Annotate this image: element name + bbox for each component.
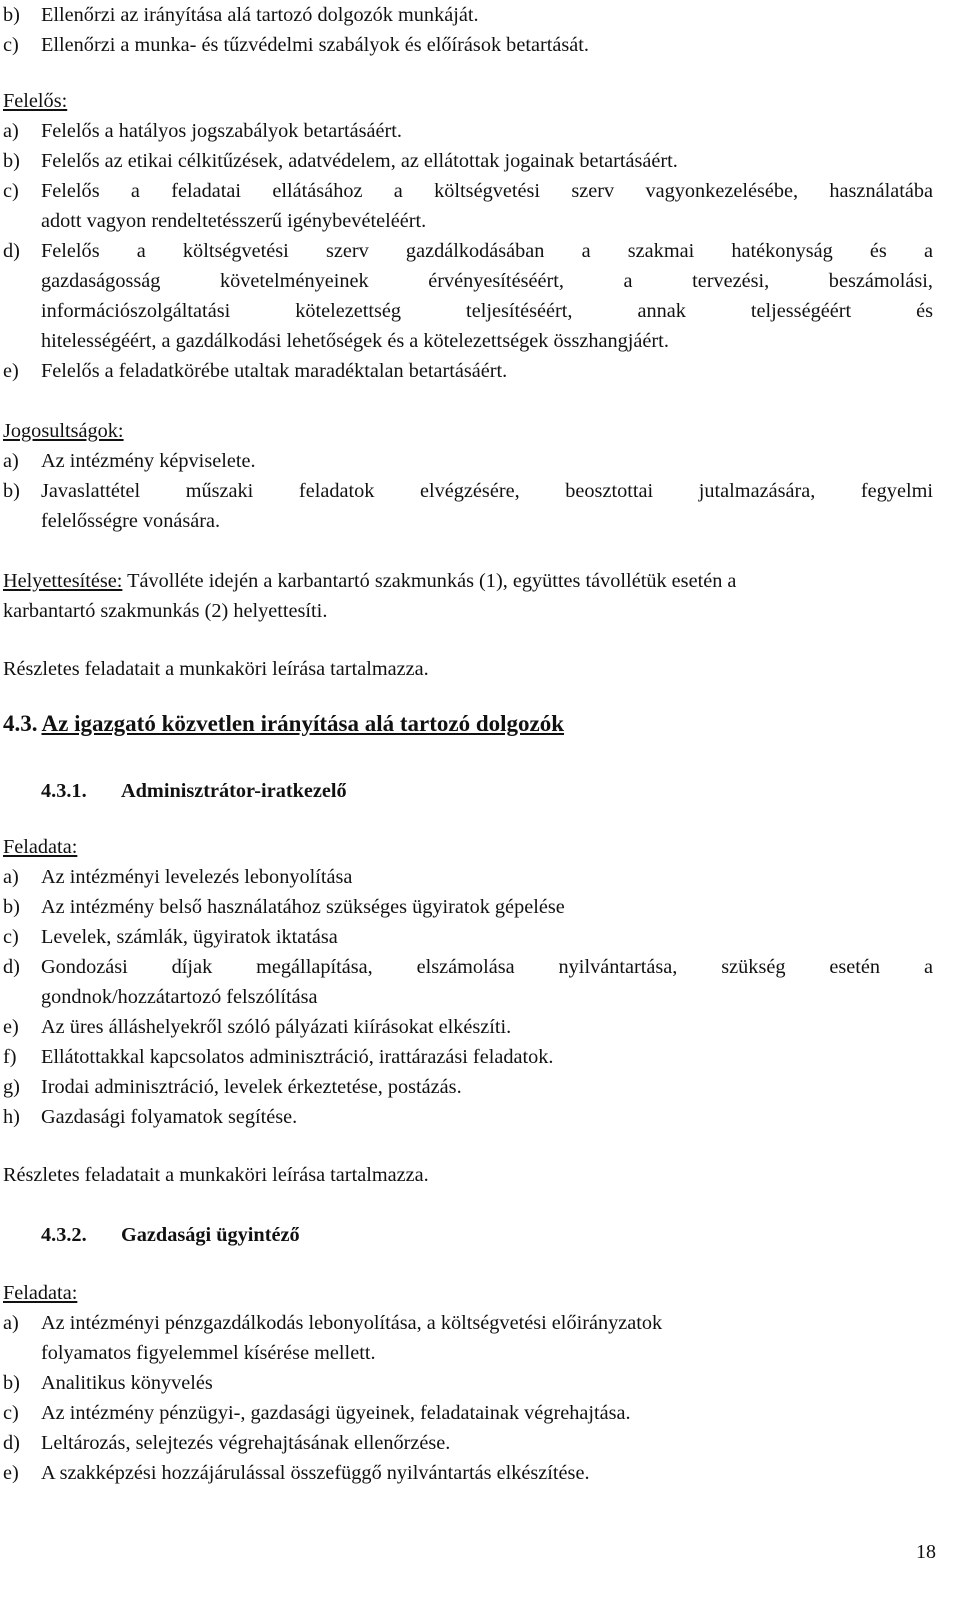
list-item-label: h) [3,1106,20,1128]
helyettesitese-heading: Helyettesítése: [3,570,123,592]
list-item [3,1458,933,1488]
feladata-heading-1: Feladata: [3,836,78,858]
list-item-text: Felelős az etikai célkitűzések, adatvédelem, az ellátottak jogainak betartásáért. [41,150,678,172]
spacer [3,60,933,86]
list-item-text: Az intézményi pénzgazdálkodás lebonyolítása, a költségvetési előirányzatok [41,1312,663,1334]
list-item-text: Ellátottakkal kapcsolatos adminisztráció, irattárazási feladatok. [41,1046,554,1068]
spacer [3,1132,933,1160]
list-item [3,116,933,146]
list-item-text: Az intézmény pénzügyi-, gazdasági ügyeinek, feladatainak végrehajtása. [41,1402,631,1424]
list-item-label: e) [3,360,19,382]
list-item-label: a) [3,450,19,472]
jogosultsagok-list [3,446,933,536]
list-item-text: Felelős a hatályos jogszabályok betartásáért. [41,120,402,142]
list-item-text: Leltározás, selejtezés végrehajtásának ellenőrzése. [41,1432,451,1454]
list-item-text: Levelek, számlák, ügyiratok iktatása [41,926,338,948]
list-item-text: Ellenőrzi a munka- és tűzvédelmi szabályok és előírások betartását. [41,34,589,56]
section-heading-4-3: 4.3. Az igazgató közvetlen irányítása alá tartozó dolgozók [3,711,565,736]
list-item-label: c) [3,180,19,202]
list-item-text: A szakképzési hozzájárulással összefüggő nyilvántartás elkészítése. [41,1462,590,1484]
list-item [3,1308,933,1368]
list-item-text: Ellenőrzi az irányítása alá tartozó dolgozók munkáját. [41,4,479,26]
list-item [3,30,933,60]
list-item-label: e) [3,1016,19,1038]
list-item [3,0,933,30]
list-item-text: Gondozási díjak megállapítása, elszámolása nyilvántartása, szükség esetén a [41,956,933,978]
list-item-text: információszolgáltatási kötelezettség teljesítéséért, annak teljességéért és [41,300,933,322]
spacer [3,536,933,566]
list-item [3,446,933,476]
list-item-label: a) [3,120,19,142]
helyettesitese-line-2: karbantartó szakmunkás (2) helyettesíti. [3,600,328,622]
list-item [3,236,933,356]
list-item-label: b) [3,896,20,918]
spacer [3,386,933,416]
list-item [3,862,933,892]
spacer [3,684,933,702]
document-page [3,0,933,1488]
list-item-label: g) [3,1076,20,1098]
list-item [3,146,933,176]
list-item [3,1102,933,1132]
reszletes-note-1: Részletes feladatait a munkaköri leírása tartalmazza. [3,658,429,680]
list-item-text: hitelességéért, a gazdálkodási lehetőségek és a kötelezettségek összhangjáért. [41,330,669,352]
page-number: 18 [916,1541,936,1563]
list-item [3,356,933,386]
spacer [3,1190,933,1220]
list-item-text: folyamatos figyelemmel kísérése mellett. [41,1342,376,1364]
list-item-label: a) [3,1312,19,1334]
list-item [3,952,933,1012]
list-item [3,476,933,536]
list-item-text: Felelős a költségvetési szerv gazdálkodásában a szakmai hatékonyság és a [41,240,933,262]
jogosultsagok-heading: Jogosultságok: [3,420,124,442]
spacer [3,626,933,654]
list-item [3,1042,933,1072]
list-item-label: c) [3,1402,19,1424]
subsection-heading-4-3-1: 4.3.1. Adminisztrátor-iratkezelő [41,780,347,802]
list-item-text: adott vagyon rendeltetésszerű igénybevételéért. [41,210,427,232]
spacer [3,1250,933,1278]
list-item [3,1012,933,1042]
helyettesitese-paragraph: Helyettesítése: Távolléte idején a karbantartó szakmunkás (1), együttes távollétük esetén a [3,570,737,592]
list-item-text: Javaslattétel műszaki feladatok elvégzésére, beosztottai jutalmazására, fegyelmi [41,480,933,502]
list-item-text: gazdaságosság követelményeinek érvényesítéséért, a tervezési, beszámolási, [41,270,933,292]
felelos-list [3,116,933,386]
list-item [3,176,933,236]
feladata-list-2 [3,1308,933,1488]
list-item [3,892,933,922]
list-item-text: Az üres álláshelyekről szóló pályázati kiírásokat elkészíti. [41,1016,512,1038]
list-item-label: b) [3,150,20,172]
feladata-heading-2: Feladata: [3,1282,78,1304]
intro-list [3,0,933,60]
spacer [3,806,933,832]
list-item [3,1428,933,1458]
list-item-label: f) [3,1046,17,1068]
list-item [3,1072,933,1102]
list-item [3,922,933,952]
felelos-heading: Felelős: [3,90,68,112]
list-item-text: Felelős a feladatkörébe utaltak maradéktalan betartásáért. [41,360,508,382]
list-item-text: Analitikus könyvelés [41,1372,213,1394]
list-item-label: a) [3,866,19,888]
list-item [3,1368,933,1398]
list-item-label: b) [3,1372,20,1394]
list-item-label: c) [3,926,19,948]
feladata-list-1 [3,862,933,1132]
list-item [3,1398,933,1428]
list-item-text: Felelős a feladatai ellátásához a költségvetési szerv vagyonkezelésébe, használatába [41,180,933,202]
list-item-label: d) [3,956,20,978]
list-item-text: Az intézmény képviselete. [41,450,256,472]
list-item-label: b) [3,4,20,26]
subsection-heading-4-3-2: 4.3.2. Gazdasági ügyintéző [41,1224,300,1246]
reszletes-note-2: Részletes feladatait a munkaköri leírása tartalmazza. [3,1164,429,1186]
list-item-label: d) [3,1432,20,1454]
list-item-text: felelősségre vonására. [41,510,221,532]
spacer [3,746,933,776]
list-item-label: d) [3,240,20,262]
list-item-text: gondnok/hozzátartozó felszólítása [41,986,318,1008]
list-item-text: Irodai adminisztráció, levelek érkeztetése, postázás. [41,1076,462,1098]
list-item-text: Az intézmény belső használatához szükséges ügyiratok gépelése [41,896,565,918]
list-item-label: b) [3,480,20,502]
list-item-label: c) [3,34,19,56]
list-item-text: Az intézményi levelezés lebonyolítása [41,866,353,888]
list-item-text: Gazdasági folyamatok segítése. [41,1106,298,1128]
list-item-label: e) [3,1462,19,1484]
